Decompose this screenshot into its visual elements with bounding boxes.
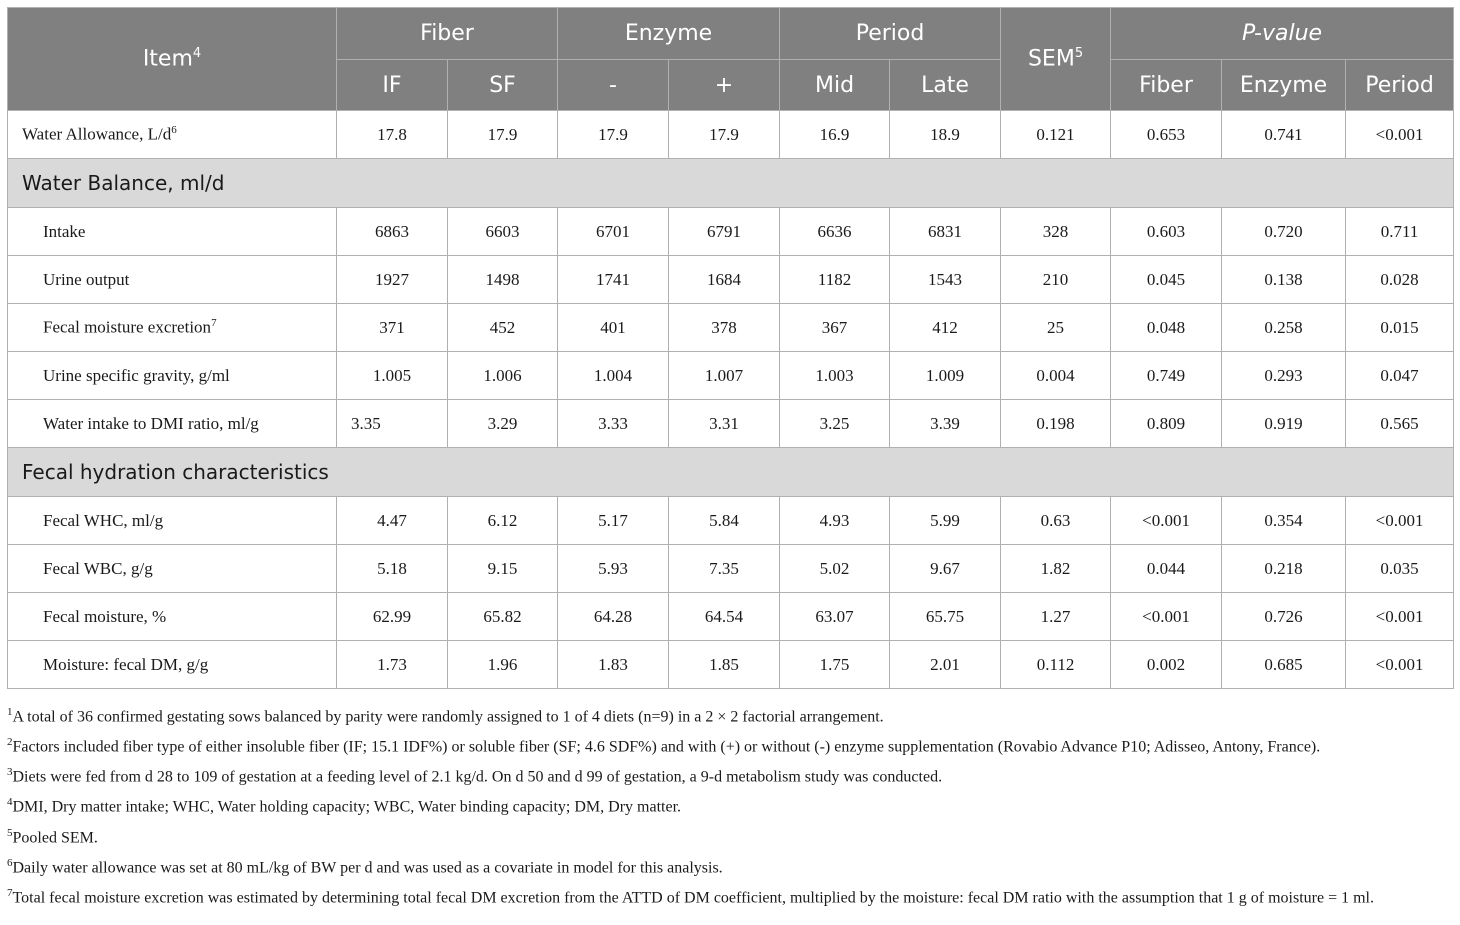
value-cell: 1.75 <box>780 641 890 689</box>
value-cell: <0.001 <box>1111 497 1222 545</box>
value-cell: <0.001 <box>1346 641 1454 689</box>
header-late: Late <box>890 60 1001 111</box>
value-cell: 367 <box>780 304 890 352</box>
value-cell: 0.919 <box>1222 400 1346 448</box>
value-cell: 64.28 <box>558 593 669 641</box>
table-row <box>8 352 1454 400</box>
value-cell: 1498 <box>448 256 558 304</box>
value-cell: 401 <box>558 304 669 352</box>
value-cell: 1.005 <box>337 352 448 400</box>
value-cell: 25 <box>1001 304 1111 352</box>
value-cell: 65.75 <box>890 593 1001 641</box>
value-cell: 1.85 <box>669 641 780 689</box>
value-cell: 0.218 <box>1222 545 1346 593</box>
value-cell: 1.82 <box>1001 545 1111 593</box>
value-cell: 5.18 <box>337 545 448 593</box>
value-cell: 0.565 <box>1346 400 1454 448</box>
footnote: $^3$Diets were fed from d 28 to 109 of gestation at a feeding level of 2.1 kg/d. On d 50 and d 99 of gestation, a 9-d metabolism study was conducted. <box>7 766 943 786</box>
header-if: IF <box>337 60 448 111</box>
header-sem: SEM$^5$ <box>1001 8 1111 111</box>
header-pvalue: P-value <box>1111 8 1454 60</box>
value-cell: 328 <box>1001 208 1111 256</box>
value-cell: 0.603 <box>1111 208 1222 256</box>
value-cell: 5.99 <box>890 497 1001 545</box>
value-cell: 16.9 <box>780 111 890 159</box>
header-enzyme: Enzyme <box>558 8 780 60</box>
value-cell: 5.93 <box>558 545 669 593</box>
table-row <box>8 497 1454 545</box>
footnote: $^6$Daily water allowance was set at 80 mL/kg of BW per d and was used as a covariate in model for this analysis. <box>7 856 723 876</box>
header-p-fiber: Fiber <box>1111 60 1222 111</box>
value-cell: 2.01 <box>890 641 1001 689</box>
value-cell: 1.009 <box>890 352 1001 400</box>
row-label: Fecal WHC, ml/g <box>8 497 337 545</box>
value-cell: 3.39 <box>890 400 1001 448</box>
value-cell: 0.015 <box>1346 304 1454 352</box>
value-cell: 1.27 <box>1001 593 1111 641</box>
section-label: Fecal hydration characteristics <box>8 448 1454 497</box>
value-cell: 0.685 <box>1222 641 1346 689</box>
value-cell: 0.002 <box>1111 641 1222 689</box>
value-cell: 0.028 <box>1346 256 1454 304</box>
value-cell: 9.15 <box>448 545 558 593</box>
value-cell: 452 <box>448 304 558 352</box>
value-cell: 3.31 <box>669 400 780 448</box>
value-cell: 63.07 <box>780 593 890 641</box>
table-row <box>8 111 1454 159</box>
value-cell: 1182 <box>780 256 890 304</box>
value-cell: 371 <box>337 304 448 352</box>
header-row-groups <box>8 8 1454 60</box>
value-cell: 6603 <box>448 208 558 256</box>
header-enzyme-minus: - <box>558 60 669 111</box>
value-cell: 9.67 <box>890 545 1001 593</box>
value-cell: 17.9 <box>558 111 669 159</box>
value-cell: <0.001 <box>1346 111 1454 159</box>
value-cell: 0.047 <box>1346 352 1454 400</box>
value-cell: 0.741 <box>1222 111 1346 159</box>
value-cell: 6.12 <box>448 497 558 545</box>
value-cell: 1543 <box>890 256 1001 304</box>
value-cell: 0.720 <box>1222 208 1346 256</box>
value-cell: 1.004 <box>558 352 669 400</box>
value-cell: 0.711 <box>1346 208 1454 256</box>
table-row <box>8 593 1454 641</box>
value-cell: 6831 <box>890 208 1001 256</box>
value-cell: 64.54 <box>669 593 780 641</box>
value-cell: 0.354 <box>1222 497 1346 545</box>
header-enzyme-plus: + <box>669 60 780 111</box>
value-cell: 1927 <box>337 256 448 304</box>
value-cell: 0.809 <box>1111 400 1222 448</box>
row-label: Urine specific gravity, g/ml <box>8 352 337 400</box>
row-label: Fecal moisture excretion$^7$ <box>8 304 337 352</box>
value-cell: 0.035 <box>1346 545 1454 593</box>
header-period: Period <box>780 8 1001 60</box>
value-cell: 0.258 <box>1222 304 1346 352</box>
header-sf: SF <box>448 60 558 111</box>
row-label: Water Allowance, $L/d^6$ <box>8 111 337 159</box>
value-cell: 18.9 <box>890 111 1001 159</box>
footnote: $^7$Total fecal moisture excretion was estimated by determining total fecal DM excretion from the ATTD of DM coefficient, multiplied by the moisture: fecal DM ratio with the assumption that 1 g of moisture = 1 ml. <box>7 886 1374 907</box>
value-cell: 0.198 <box>1001 400 1111 448</box>
table-row <box>8 641 1454 689</box>
value-cell: 5.17 <box>558 497 669 545</box>
value-cell: 0.138 <box>1222 256 1346 304</box>
value-cell: 0.121 <box>1001 111 1111 159</box>
value-cell: 0.653 <box>1111 111 1222 159</box>
table-row <box>8 208 1454 256</box>
value-cell: <0.001 <box>1111 593 1222 641</box>
value-cell: 0.045 <box>1111 256 1222 304</box>
section-row-fecal-hydration <box>8 448 1454 497</box>
value-cell: 0.293 <box>1222 352 1346 400</box>
footnotes <box>7 700 1453 911</box>
value-cell: 4.47 <box>337 497 448 545</box>
value-cell: 17.8 <box>337 111 448 159</box>
value-cell: 210 <box>1001 256 1111 304</box>
value-cell: 3.25 <box>780 400 890 448</box>
table-row <box>8 304 1454 352</box>
value-cell: 7.35 <box>669 545 780 593</box>
row-label: Fecal WBC, g/g <box>8 545 337 593</box>
value-cell: 412 <box>890 304 1001 352</box>
value-cell: 0.112 <box>1001 641 1111 689</box>
table-row <box>8 545 1454 593</box>
value-cell: 0.044 <box>1111 545 1222 593</box>
row-label: Water intake to DMI ratio, ml/g <box>8 400 337 448</box>
footnote: $^5$Pooled SEM. <box>7 826 98 846</box>
value-cell: 6636 <box>780 208 890 256</box>
value-cell: 0.749 <box>1111 352 1222 400</box>
header-item: Item$^4$ <box>8 8 337 111</box>
value-cell: 0.63 <box>1001 497 1111 545</box>
value-cell: 5.02 <box>780 545 890 593</box>
section-row-water-balance <box>8 159 1454 208</box>
value-cell: 3.33 <box>558 400 669 448</box>
table-row <box>8 400 1454 448</box>
value-cell: 0.048 <box>1111 304 1222 352</box>
value-cell: 0.726 <box>1222 593 1346 641</box>
section-label: Water Balance, ml/d <box>8 159 1454 208</box>
row-label: Moisture: fecal DM, g/g <box>8 641 337 689</box>
header-mid: Mid <box>780 60 890 111</box>
footnote: $^2$Factors included fiber type of either insoluble fiber (IF; 15.1 IDF%) or soluble fiber (SF; 4.6 SDF%) and with (+) or without (-) enzyme supplementation (Rovabio Advance P10; Adisseo, Antony, France). <box>7 736 1321 756</box>
header-p-enzyme: Enzyme <box>1222 60 1346 111</box>
row-label: Urine output <box>8 256 337 304</box>
value-cell: 6701 <box>558 208 669 256</box>
value-cell: 5.84 <box>669 497 780 545</box>
value-cell: 1.007 <box>669 352 780 400</box>
footnote: $^4$DMI, Dry matter intake; WHC, Water holding capacity; WBC, Water binding capacity; DM, Dry matter. <box>7 796 682 816</box>
value-cell: 17.9 <box>669 111 780 159</box>
value-cell: 0.004 <box>1001 352 1111 400</box>
header-p-period: Period <box>1346 60 1454 111</box>
results-table <box>7 7 1454 689</box>
value-cell: 1.006 <box>448 352 558 400</box>
value-cell: 17.9 <box>448 111 558 159</box>
value-cell: 1684 <box>669 256 780 304</box>
value-cell: 1.96 <box>448 641 558 689</box>
row-label: Intake <box>8 208 337 256</box>
value-cell: 6791 <box>669 208 780 256</box>
value-cell: 6863 <box>337 208 448 256</box>
value-cell: 1.83 <box>558 641 669 689</box>
row-label: Fecal moisture, % <box>8 593 337 641</box>
footnote: $^1$A total of 36 confirmed gestating sows balanced by parity were randomly assigned to 1 of 4 diets (n=9) in a 2 × 2 factorial arrangement. <box>7 706 884 726</box>
value-cell: <0.001 <box>1346 497 1454 545</box>
value-cell: 65.82 <box>448 593 558 641</box>
value-cell: <0.001 <box>1346 593 1454 641</box>
header-fiber: Fiber <box>337 8 558 60</box>
value-cell: 4.93 <box>780 497 890 545</box>
value-cell: 1741 <box>558 256 669 304</box>
table-row <box>8 256 1454 304</box>
value-cell: 378 <box>669 304 780 352</box>
value-cell: 1.73 <box>337 641 448 689</box>
value-cell: 1.003 <box>780 352 890 400</box>
value-cell: 3.29 <box>448 400 558 448</box>
value-cell: 62.99 <box>337 593 448 641</box>
value-cell: 3.35 <box>337 400 448 448</box>
